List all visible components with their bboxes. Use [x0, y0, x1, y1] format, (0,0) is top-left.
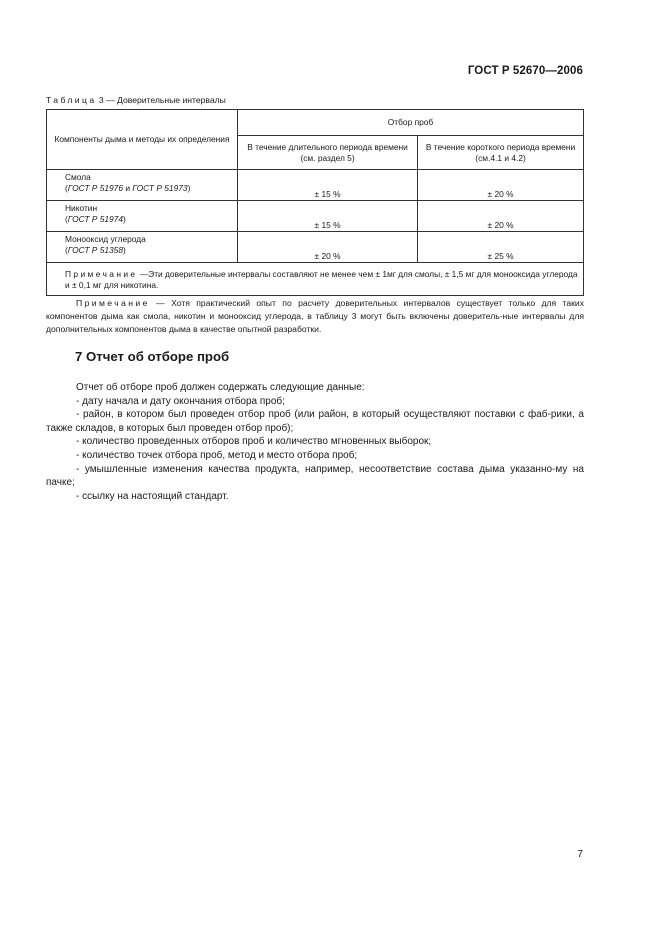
list-item: - дату начала и дату окончания отбора проб; [76, 395, 285, 407]
component-cell [47, 232, 238, 263]
long-period-value: ± 15 % [238, 201, 418, 232]
method-standard: ГОСТ Р 51974 [67, 213, 124, 224]
component-method: (ГОСТ Р 51976 и ГОСТ Р 51973) [65, 182, 191, 193]
short-period-value: ± 20 % [418, 201, 584, 232]
table-row [47, 201, 584, 232]
table-note-text: —Эти доверительные интервалы составляют не менее чем ± 1мг для смолы, ± 1,5 мг для монооксида углерода и ± 0,1 мг для никотина. [65, 269, 578, 290]
component-name: Смола [65, 172, 91, 182]
header-components: Компоненты дыма и методы их определения [47, 110, 238, 170]
method-standard: ГОСТ Р 51973 [132, 182, 188, 193]
long-period-value: ± 15 % [238, 170, 418, 201]
method-standard: ГОСТ Р 51358 [67, 244, 124, 255]
table-note [47, 263, 584, 296]
list-item: - район, в котором был проведен отбор проб (или район, в который осуществляют поставки с фаб-рики, а также складов, в которых был проведен отбор проб); [46, 409, 584, 434]
table-row [47, 232, 584, 263]
table-row [47, 170, 584, 201]
section-title: 7 Отчет об отборе проб [75, 349, 230, 364]
list-item: - ссылку на настоящий стандарт. [76, 490, 229, 502]
header-short-period: В течение короткого периода времени (см.4.1 и 4.2) [418, 136, 584, 170]
component-cell [47, 201, 238, 232]
section-intro: Отчет об отборе проб должен содержать следующие данные: [76, 382, 365, 393]
section-body [46, 381, 584, 503]
list-item: - умышленные изменения качества продукта, например, несоответствие состава дыма указанно-му на пачке; [46, 463, 584, 489]
header-long-period: В течение длительного периода времени (см. раздел 5) [238, 136, 418, 170]
header-sampling: Отбор проб [238, 110, 584, 136]
short-period-value: ± 20 % [418, 170, 584, 201]
list-item: - количество проведенных отборов проб и количество мгновенных выборок; [76, 436, 432, 448]
confidence-intervals-table [46, 109, 584, 296]
note-text: — Хотя практический опыт по расчету доверительных интервалов существует только для таких компонентов дыма как смола, никотин и монооксид углерода, в таблицу 3 могут быть включены доверитель-ные интервалы для дополнительных компонентов дыма в качестве опытной разработки. [46, 298, 584, 334]
note-paragraph [46, 297, 584, 336]
table-caption-title: 3 — Доверительные интервалы [96, 95, 226, 105]
method-standard: ГОСТ Р 51976 [67, 182, 124, 193]
document-code: ГОСТ Р 52670—2006 [467, 65, 583, 77]
page-number: 7 [577, 849, 583, 860]
component-method: (ГОСТ Р 51358) [65, 244, 126, 255]
table-caption [46, 95, 226, 105]
table-caption-word: Таблица [46, 95, 97, 105]
component-name: Никотин [65, 203, 98, 213]
component-method: (ГОСТ Р 51974) [65, 213, 126, 224]
component-cell [47, 170, 238, 201]
note-word: Примечание [76, 298, 150, 308]
component-name: Монооксид углерода [65, 234, 146, 244]
long-period-value: ± 20 % [238, 232, 418, 263]
list-item: - количество точек отбора проб, метод и место отбора проб; [76, 449, 358, 461]
table-note-word: Примечание [65, 269, 138, 279]
short-period-value: ± 25 % [418, 232, 584, 263]
